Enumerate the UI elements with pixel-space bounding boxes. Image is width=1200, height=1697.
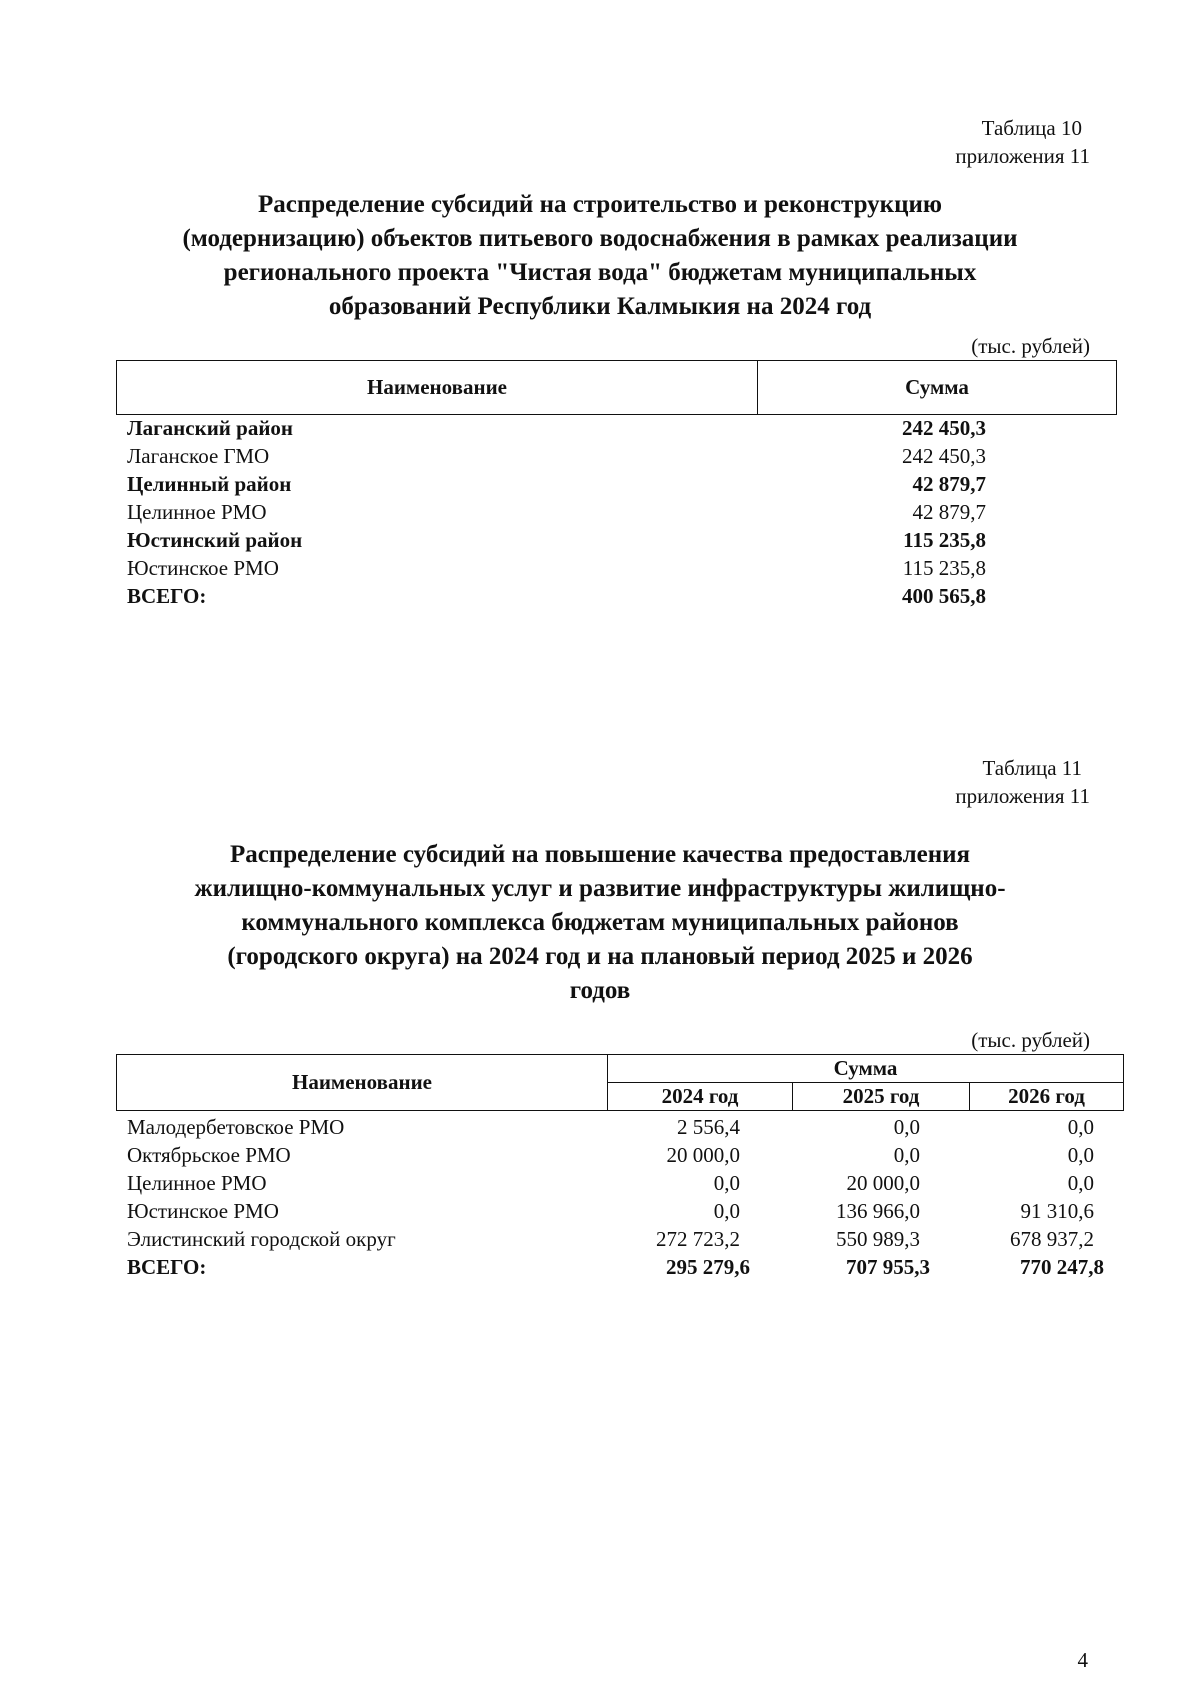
row-name: Октябрьское РМО (127, 1143, 291, 1167)
table11-header-name: Наименование (117, 1055, 608, 1111)
table10-unit: (тыс. рублей) (971, 334, 1090, 358)
table10-ref-line2: приложения 11 (955, 144, 1090, 168)
row-name: Элистинский городской округ (127, 1227, 396, 1251)
table-row (0, 1113, 1200, 1141)
row-2024: 20 000,0 (666, 1143, 740, 1167)
row-sum: 42 879,7 (912, 472, 986, 496)
table-row (0, 526, 1200, 554)
table-row (0, 442, 1200, 470)
table-total-row (0, 1253, 1200, 1281)
table11-title-line: (городского округа) на 2024 год и на плановый период 2025 и 2026 (227, 943, 973, 970)
table11-ref-line2: приложения 11 (955, 784, 1090, 808)
table11-title-line: жилищно-коммунальных услуг и развитие инфраструктуры жилищно- (194, 875, 1006, 902)
table11-title-line: Распределение субсидий на повышение качества предоставления (229, 841, 971, 868)
row-2026: 0,0 (1067, 1115, 1094, 1139)
table-row (0, 470, 1200, 498)
table10-title (110, 188, 1090, 324)
row-2024: 2 556,4 (677, 1115, 740, 1139)
table-row (0, 1141, 1200, 1169)
row-sum: 242 450,3 (902, 416, 986, 440)
row-2025: 0,0 (893, 1115, 920, 1139)
row-sum: 242 450,3 (902, 444, 986, 468)
row-name: Юстинское РМО (127, 556, 279, 580)
table-row (0, 414, 1200, 442)
row-2025: 20 000,0 (846, 1171, 920, 1195)
table10-title-line: регионального проекта "Чистая вода" бюджетам муниципальных (223, 259, 977, 286)
row-2025: 707 955,3 (846, 1255, 930, 1279)
table11-title-line: коммунального комплекса бюджетам муниципальных районов (241, 909, 959, 936)
row-sum: 115 235,8 (902, 556, 986, 580)
row-sum: 42 879,7 (912, 500, 986, 524)
row-sum: 400 565,8 (902, 584, 986, 608)
table10-title-line: Распределение субсидий на строительство и реконструкцию (257, 191, 943, 218)
page-number: 4 (1077, 1648, 1088, 1672)
row-2025: 136 966,0 (836, 1199, 920, 1223)
row-2024: 295 279,6 (666, 1255, 750, 1279)
table11-title-line: годов (569, 977, 631, 1004)
table11-header (116, 1054, 1124, 1111)
table11-header-2026: 2026 год (970, 1083, 1124, 1111)
table10-ref-line1: Таблица 10 (981, 116, 1082, 140)
row-name: Целинное РМО (127, 500, 267, 524)
row-name: Малодербетовское РМО (127, 1115, 345, 1139)
table-total-row (0, 582, 1200, 610)
row-name: Юстинское РМО (127, 1199, 279, 1223)
table11-header-2024: 2024 год (608, 1083, 793, 1111)
row-2025: 0,0 (893, 1143, 920, 1167)
row-2026: 770 247,8 (1020, 1255, 1104, 1279)
row-name: Юстинский район (127, 528, 303, 552)
row-2026: 0,0 (1067, 1143, 1094, 1167)
table11-ref-line1: Таблица 11 (982, 756, 1082, 780)
row-name: Лаганское ГМО (127, 444, 270, 468)
row-2026: 91 310,6 (1020, 1199, 1094, 1223)
table10-header-name: Наименование (117, 361, 758, 415)
table11-unit: (тыс. рублей) (971, 1028, 1090, 1052)
row-name: ВСЕГО: (127, 584, 207, 608)
table11-header-sum: Сумма (608, 1055, 1124, 1083)
table10-header (116, 360, 1117, 415)
table-row (0, 1169, 1200, 1197)
table-row (0, 498, 1200, 526)
row-name: Лаганский район (127, 416, 294, 440)
table11-title (110, 838, 1090, 1008)
table10-header-sum: Сумма (758, 361, 1117, 415)
row-2024: 0,0 (713, 1199, 740, 1223)
row-name: Целинное РМО (127, 1171, 267, 1195)
table11-reference (955, 754, 1090, 810)
table10-title-line: (модернизацию) объектов питьевого водоснабжения в рамках реализации (182, 225, 1018, 252)
table-row (0, 1197, 1200, 1225)
row-name: Целинный район (127, 472, 292, 496)
table10-reference (955, 114, 1090, 170)
table11-header-2025: 2025 год (793, 1083, 970, 1111)
row-2026: 678 937,2 (1010, 1227, 1094, 1251)
table10-title-line: образований Республики Калмыкия на 2024 год (328, 293, 872, 320)
table-row (0, 554, 1200, 582)
row-sum: 115 235,8 (903, 528, 986, 552)
row-name: ВСЕГО: (127, 1255, 207, 1279)
row-2024: 0,0 (713, 1171, 740, 1195)
table-row (0, 1225, 1200, 1253)
row-2024: 272 723,2 (656, 1227, 740, 1251)
row-2025: 550 989,3 (836, 1227, 920, 1251)
row-2026: 0,0 (1067, 1171, 1094, 1195)
